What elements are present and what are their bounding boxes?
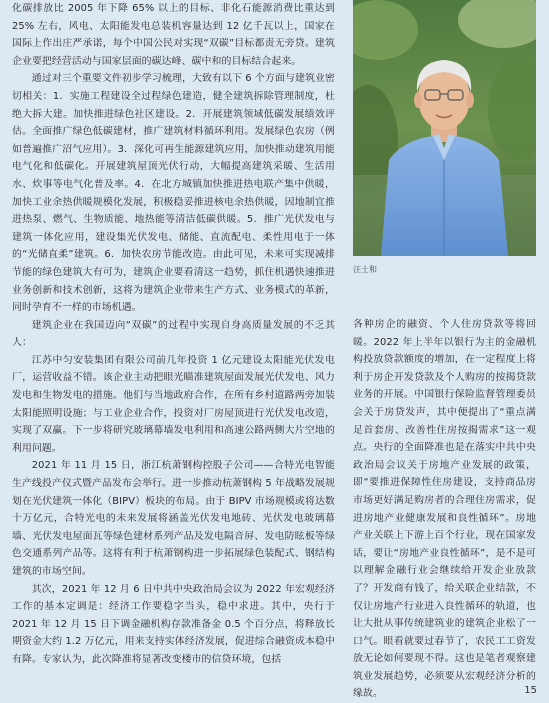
paragraph: 2021 年 11 月 15 日，浙江杭萧钢构控股子公司——合特光电智能生产线投产仪式暨产品发布会举行。进一步推动杭萧钢构 5 年战略发展规划在光伏建筑一体化（BIPV）板块的布局。由于 BIPV 市场规模或将达数十万亿元，合特光电的未来发展将涵盖光伏发电地砖、光伏发电玻璃幕墙、光伏发电屋面瓦等绿色建材系列产品及发电隔音屏、发电防眩板等绿色交通系列产品等。这将有利于杭萧钢构进一步拓展绿色装配式、钢结构建筑的市场空间。 [12,460,335,577]
paragraph: 建筑企业在我国迈向“双碳”的过程中实现自身高质量发展的不乏其人： [12,319,335,349]
paragraph: 各种房企的融资、个人住房贷款等将回暖。2022 年上半年以银行为主的金融机构投放贷款额度的增加，在一定程度上将利于房企开发贷款及个人购房的按揭贷款业务的开展。中国银行保险监督管理委员会关于房贷发声，其中便提出了“重点满足首套房、改善性住房按揭需求”这一观点。央行的全面降准也是在落实中共中央政治局会议关于房地产业发展的政策，即“要推进保障性住房建设，支持商品房市场更好满足购房者的合理住房需求，促进房地产业健康发展和良性循环”。房地产业关联上下游上百个行业，现在国家发话，要让“房地产业良性循环”，是不是可以理解金融行业会继续给开发企业放款了？开发商有钱了，给关联企业结款，不仅让房地产行业进入良性循环的轨道，也让大批从事传统建筑业的建筑企业松了一口气。眼看就要过春节了，农民工工资发放无论如何要现不得。这也是笔者观察建筑业发展趋势，必须要从宏观经济分析的缘故。 [353,319,536,700]
photo-caption: 汪士和 [353,265,377,274]
paragraph: 其次，2021 年 12 月 6 日中共中央政治局会议为 2022 年宏观经济工作的基本定调是：经济工作要稳字当头，稳中求进。其中，央行于 2021 年 12 月 15 日下调金融机构存款准备金 0.5 个百分点，将释放长期资金大约 1.2 万亿元，用来支持实体经济发展，促进综合融资成本稳中有降。专家认为，此次降准将显著改变楼市的信贷环境，包括 [12,583,335,665]
author-photo [353,0,536,256]
paragraph: 化碳排放比 2005 年下降 65% 以上的目标、非化石能源消费比重达到 25% 左右，风电、太阳能发电总装机容量达到 12 亿千瓦以上，国家在国际上作出庄严承诺，每个中国公民对实现“双碳”目标都责无旁贷。建筑企业要把经营活动与国家层面的碳达峰、碳中和的目标结合起来。 [12,3,335,67]
left-text-column [12,0,335,669]
right-text-column [353,316,536,703]
portrait-image [353,0,536,256]
paragraph: 江苏中匀安装集团有限公司前几年投资 1 亿元建设太阳能光伏发电厂，运营收益不错。该企业主动把眼光瞄准建筑屋面发展光伏发电、风力发电和生物发电的措施。他们与当地政府合作，在所有乡村道路两旁加装太阳能照明设施；与工业企业合作，投资对厂房屋顶进行光伏发电改造，实现了双赢。下一步将研究玻璃幕墙发电利用和高速公路两侧大片空地的利用问题。 [12,354,335,454]
page-number: 15 [524,685,537,696]
paragraph: 通过对三个重要文件初步学习梳理，大致有以下 6 个方面与建筑业密切相关：1．实施工程建设全过程绿色建造，健全建筑拆除管理制度，杜绝大拆大建。加快推进绿色社区建设。2．开展建筑领域低碳发展绩效评估。全面推广绿色低碳建材，推广建筑材料循环利用。发展绿色农房（例如普遍推广沼气应用）。3．深化可再生能源建筑应用，加快推动建筑用能电气化和低碳化。开展建筑屋顶光伏行动，大幅提高建筑采暖、生活用水、炊事等电气化普及率。4．在北方城镇加快推进热电联产集中供暖，加快工业余热供暖规模化发展，积极稳妥推进核电余热供暖，因地制宜推进热泵、燃气、生物质能、地热能等清洁低碳供暖。5．推广光伏发电与建筑一体化应用，建设集光伏发电、储能、直流配电、柔性用电于一体的“光储直柔”建筑。6．加快农房节能改造。由此可见，未来可实现减排节能的绿色建筑大有可为，建筑企业要看清这一趋势，抓住机遇快速推进业务创新和技术创新，这将为建筑企业带来生产方式、业务模式的革新，同时孕育不一样的市场机遇。 [12,73,335,314]
